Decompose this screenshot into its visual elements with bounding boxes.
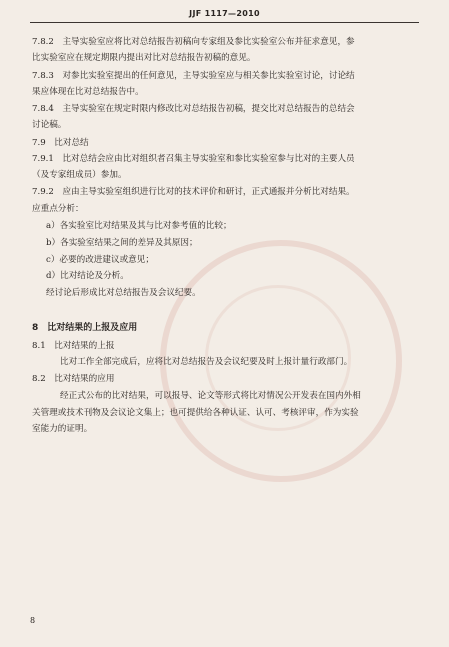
subsection-heading: 7.9 比对总结 <box>32 138 89 148</box>
text-line: 7.8.3 对参比实验室提出的任何意见，主导实验室应与相关参比实验室讨论，讨论结 <box>32 71 355 81</box>
text-line: 应重点分析： <box>32 204 84 214</box>
list-item: a）各实验室比对结果及其与比对参考值的比较； <box>46 221 232 231</box>
section-heading: 8 比对结果的上报及应用 <box>32 323 138 333</box>
text-line: 讨论稿。 <box>32 120 67 130</box>
text-line: 果应体现在比对总结报告中。 <box>32 87 144 97</box>
list-item: c）必要的改进建议或意见； <box>46 255 154 265</box>
page-number: 8 <box>30 616 36 625</box>
text-line: 比实验室应在规定期限内提出对比对总结报告初稿的意见。 <box>32 53 256 63</box>
text-line: 7.8.2 主导实验室应将比对总结报告初稿向专家组及参比实验室公布并征求意见，参 <box>32 37 355 47</box>
text-line: 7.9.2 应由主导实验室组织进行比对的技术评价和研讨，正式通报并分析比对结果。 <box>32 187 355 197</box>
subsection-heading: 8.1 比对结果的上报 <box>32 341 115 351</box>
text-line: 7.8.4 主导实验室在规定时限内修改比对总结报告初稿，提交比对总结报告的总结会 <box>32 104 355 114</box>
text-line: 7.9.1 比对总结会应由比对组织者召集主导实验室和参比实验室参与比对的主要人员 <box>32 154 355 164</box>
list-item: d）比对结论及分析。 <box>46 271 129 281</box>
text-line: 室能力的证明。 <box>32 424 93 434</box>
text-line: 经正式公布的比对结果，可以报导、论文等形式将比对情况公开发表在国内外相 <box>60 391 361 401</box>
text-line: （及专家组成员）参加。 <box>32 170 127 180</box>
standard-code: JJF 1117—2010 <box>189 9 260 18</box>
text-line: 比对工作全部完成后，应将比对总结报告及会议纪要及时上报计量行政部门。 <box>60 357 353 367</box>
text-line: 经讨论后形成比对总结报告及会议纪要。 <box>46 288 201 298</box>
subsection-heading: 8.2 比对结果的应用 <box>32 374 115 384</box>
list-item: b）各实验室结果之间的差异及其原因； <box>46 238 198 248</box>
header-rule <box>30 22 419 23</box>
text-line: 关管理或技术刊物及会议论文集上；也可提供给各种认证、认可、考核评审，作为实验 <box>32 408 359 418</box>
